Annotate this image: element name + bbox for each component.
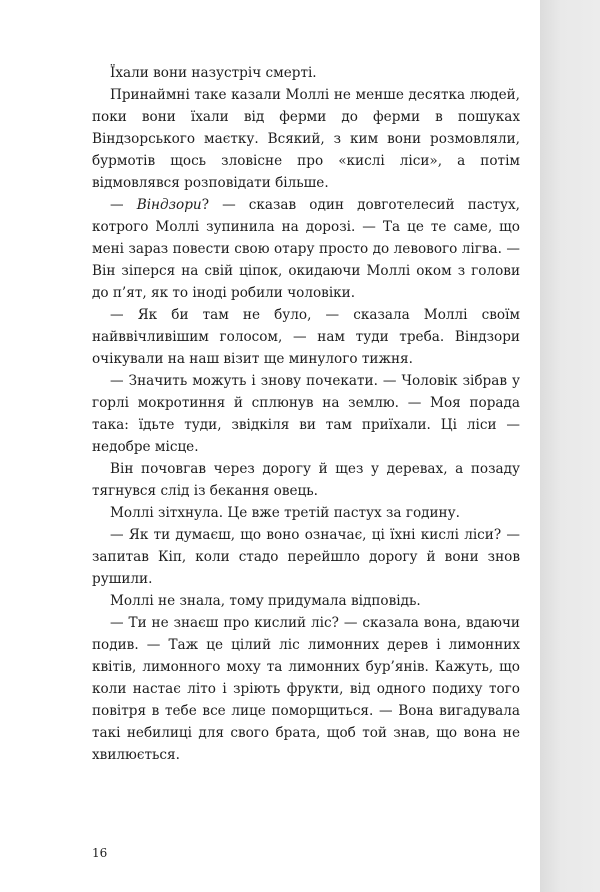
paragraph-7: Моллі зітхнула. Це вже третій пастух за годину. <box>110 505 460 521</box>
paragraph-10: — Ти не знаєш про кислий ліс? — сказала вона, вдаючи подив. — Таж це цілий ліс лимонних дерев і лимонних квітів, лимонного моху та лимонних бур’янів. Кажуть, що коли настає літо і зріють фрукти, від одного подиху того повітря в тебе все лице поморщиться. — Вона вигадувала такі небилиці для свого брата, щоб той знав, що вона не хвилюється. <box>92 615 520 763</box>
paragraph-2: Принаймні таке казали Моллі не менше десятка людей, поки вони їхали від ферми до ферми в пошуках Віндзорського маєтку. Всякий, з ким вони розмовляли, бурмотів щось зловісне про «кислі ліси», а потім відмовлявся розповідати більше. <box>92 87 520 191</box>
paragraph-1: Їхали вони назустріч смерті. <box>110 65 317 81</box>
italic-name: Віндзори <box>136 197 202 213</box>
page-edge-shadow <box>540 0 600 892</box>
page-number: 16 <box>92 846 108 860</box>
body-text <box>92 62 520 766</box>
paragraph-9: Моллі не знала, тому придумала відповідь. <box>110 593 421 609</box>
paragraph-8: — Як ти думаєш, що воно означає, ці їхні кислі ліси? — запитав Кіп, коли стадо перейшло дорогу й вони знов рушили. <box>92 527 520 587</box>
paragraph-5: — Значить можуть і знову почекати. — Чоловік зібрав у горлі мокротиння й сплюнув на землю. — Моя порада така: їдьте туди, звідкіля ви там приїхали. Ці ліси — недобре місце. <box>92 373 520 455</box>
paragraph-3: — Віндзори? — сказав один довготелесий пастух, котрого Моллі зупинила на дорозі. — Та це те саме, що мені зараз повести свою отару просто до левового лігва. — Він зіперся на свій ціпок, окидаючи Моллі оком з голови до п’ят, як то іноді робили чоловіки. <box>92 197 520 301</box>
paragraph-4: — Як би там не було, — сказала Моллі своїм найввічливішим голосом, — нам туди треба. Віндзори очікували на наш візит ще минулого тижня. <box>92 307 520 367</box>
paragraph-6: Він почовгав через дорогу й щез у деревах, а позаду тягнувся слід із бекання овець. <box>92 461 520 499</box>
